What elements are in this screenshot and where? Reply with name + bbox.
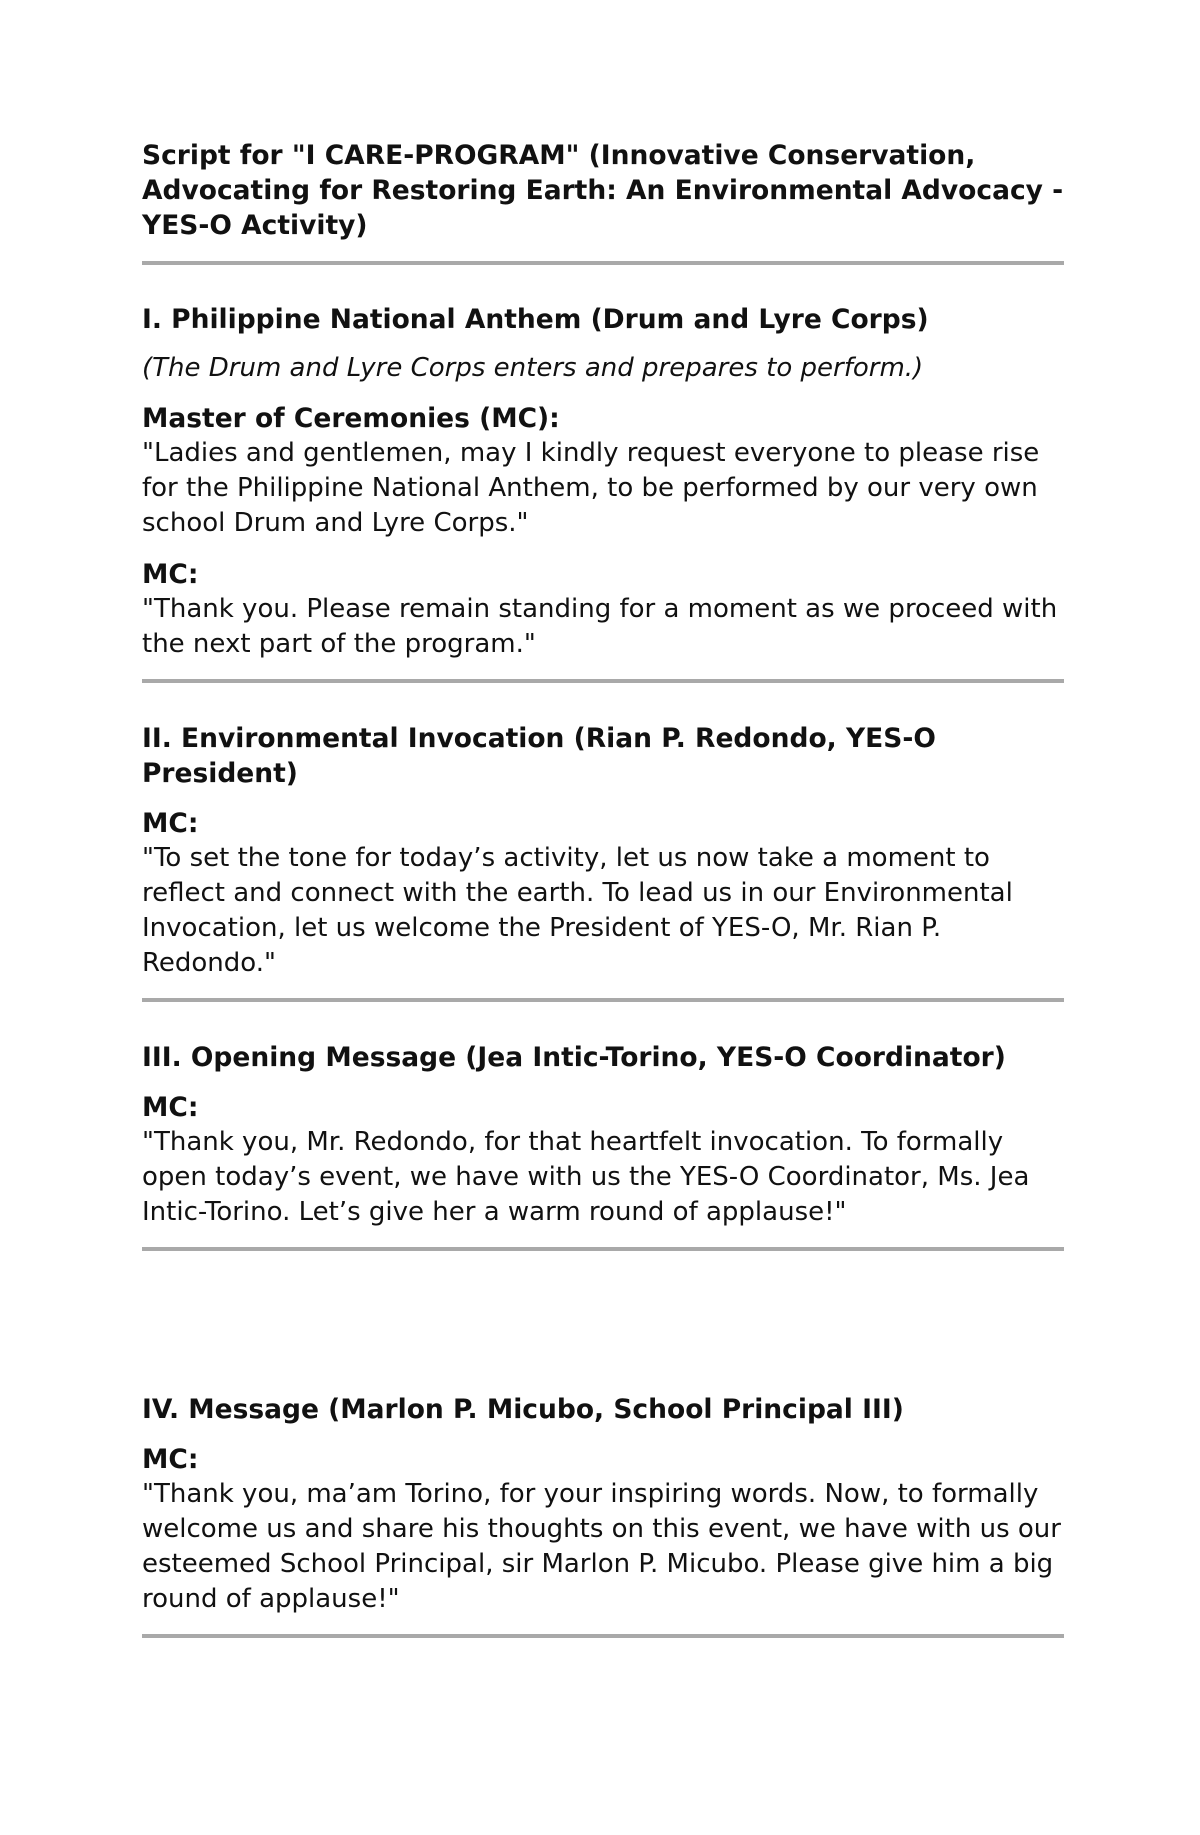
section-heading: IV. Message (Marlon P. Micubo, School Principal III) [142,1394,904,1425]
section-heading: III. Opening Message (Jea Intic-Torino, YES-O Coordinator) [142,1042,1006,1073]
section-divider [142,1247,1064,1251]
speech-text: "To set the tone for today’s activity, let us now take a moment to reflect and connect with the earth. To lead us in our Environmental Invocation, let us welcome the President of YES-O, Mr. Rian P. Redondo." [142,843,1013,978]
speaker-label: Master of Ceremonies (MC): [142,403,560,434]
speech-text: "Thank you. Please remain standing for a moment as we proceed with the next part of the program." [142,594,1058,659]
section-divider [142,261,1064,265]
document-page [142,138,1064,1638]
section-divider [142,1634,1064,1638]
section-heading: II. Environmental Invocation (Rian P. Redondo, YES-O President) [142,723,936,789]
speaker-label: MC: [142,1092,199,1123]
speaker-label: MC: [142,808,199,839]
section-divider [142,998,1064,1002]
section-divider [142,679,1064,683]
speech-text: "Thank you, Mr. Redondo, for that heartfelt invocation. To formally open today’s event, we have with us the YES-O Coordinator, Ms. Jea Intic-Torino. Let’s give her a warm round of applause!" [142,1127,1030,1227]
speaker-label: MC: [142,1444,199,1475]
section-heading: I. Philippine National Anthem (Drum and Lyre Corps) [142,304,929,335]
speech-text: "Thank you, ma’am Torino, for your inspiring words. Now, to formally welcome us and share his thoughts on this event, we have with us our esteemed School Principal, sir Marlon P. Micubo. Please give him a big round of applause!" [142,1479,1061,1614]
section-2 [142,721,1064,981]
speaker-label: MC: [142,559,199,590]
speech-text: "Ladies and gentlemen, may I kindly request everyone to please rise for the Philippine National Anthem, to be performed by our very own school Drum and Lyre Corps." [142,438,1040,538]
section-1 [142,302,1064,662]
document-title: Script for "I CARE-PROGRAM" (Innovative Conservation, Advocating for Restoring Earth: An Environmental Advocacy - YES-O Activity) [142,140,1064,241]
section-4 [142,1392,1064,1617]
section-3 [142,1040,1064,1230]
stage-direction: (The Drum and Lyre Corps enters and prepares to perform.) [142,353,924,383]
